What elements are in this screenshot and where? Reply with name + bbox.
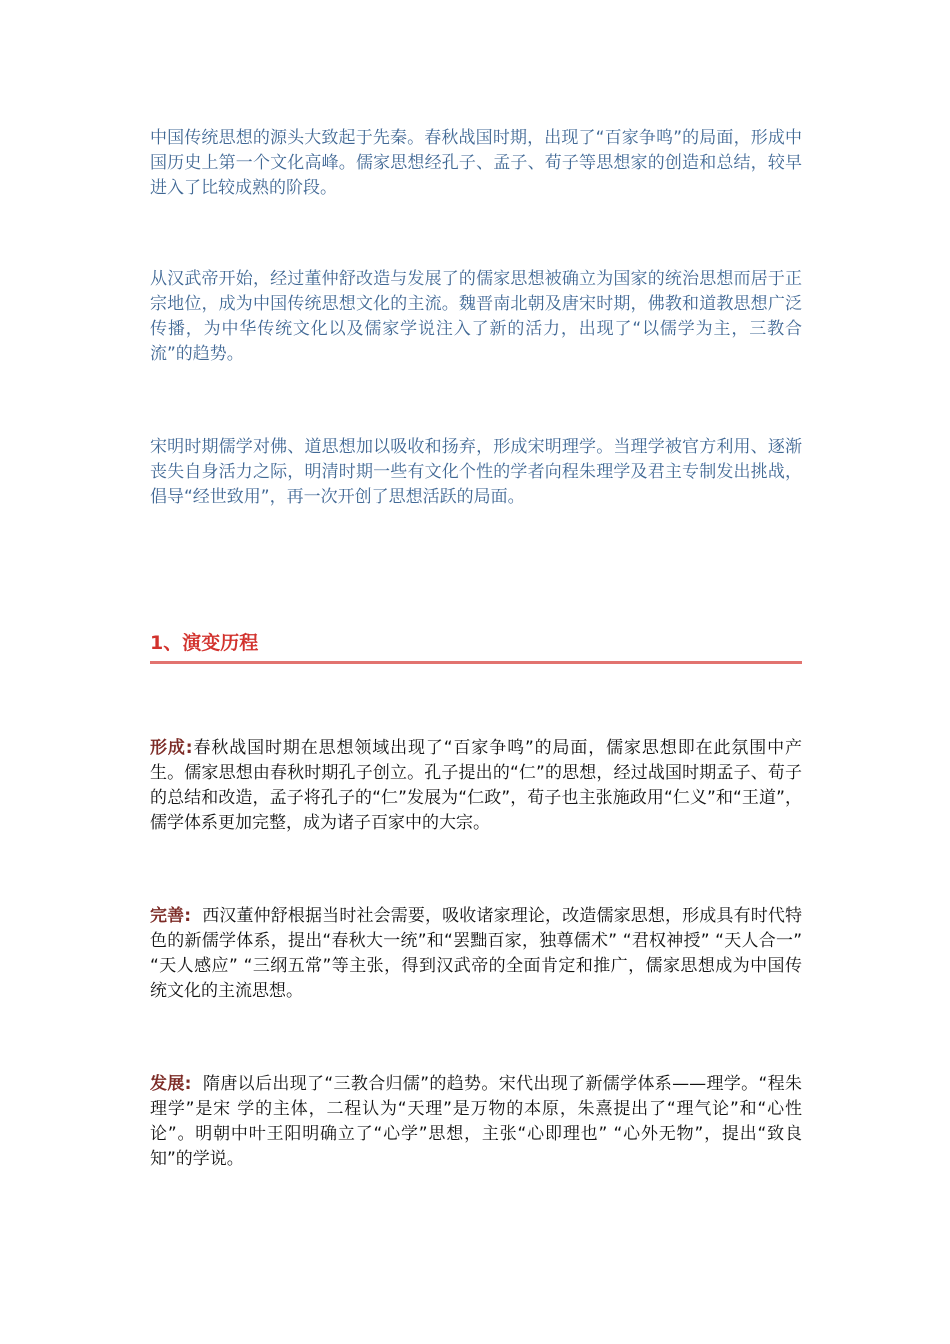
section-title: 1、演变历程 — [150, 632, 259, 654]
stage-label-formation: 形成: — [150, 738, 193, 758]
stage-label-perfection: 完善: — [150, 906, 192, 926]
intro-paragraph-song-ming: 宋明时期儒学对佛、道思想加以吸收和扬弃，形成宋明理学。当理学被官方利用、逐渐丧失自身活力之际，明清时期一些有文化个性的学者向程朱理学及君主专制发出挑战，倡导“经世致用”，再一次开创了思想活跃的局面。 — [150, 437, 802, 507]
stage-label-development: 发展: — [150, 1074, 192, 1094]
stage-text-development: 隋唐以后出现了“三教合归儒”的趋势。宋代出现了新儒学体系——理学。“程朱理学”是宋 学的主体，二程认为“天理”是万物的本原，朱熹提出了“理气论”和“心性论”。明朝中叶王阳明确立了“心学”思想，主张“心即理也” “心外无物”，提出“致良知”的学说。 — [150, 1074, 802, 1169]
section-title-rule — [150, 661, 802, 664]
intro-paragraph-origin: 中国传统思想的源头大致起于先秦。春秋战国时期，出现了“百家争鸣”的局面，形成中国历史上第一个文化高峰。儒家思想经孔子、孟子、荀子等思想家的创造和总结，较早进入了比较成熟的阶段。 — [150, 128, 802, 198]
stage-paragraph-formation — [150, 736, 802, 836]
intro-paragraph-han-dynasty: 从汉武帝开始，经过董仲舒改造与发展了的儒家思想被确立为国家的统治思想而居于正宗地位，成为中国传统思想文化的主流。魏晋南北朝及唐宋时期，佛教和道教思想广泛传播，为中华传统文化以及儒家学说注入了新的活力，出现了“以儒学为主，三教合流”的趋势。 — [150, 269, 802, 364]
stage-paragraph-development — [150, 1072, 802, 1172]
document-page — [150, 0, 802, 1344]
stage-paragraph-perfection — [150, 904, 802, 1004]
stage-text-formation: 春秋战国时期在思想领域出现了“百家争鸣”的局面，儒家思想即在此氛围中产生。儒家思想由春秋时期孔子创立。孔子提出的“仁”的思想，经过战国时期孟子、荀子的总结和改造，孟子将孔子的“仁”发展为“仁政”，荀子也主张施政用“仁义”和“王道”，儒学体系更加完整，成为诸子百家中的大宗。 — [150, 738, 802, 833]
stage-text-perfection: 西汉董仲舒根据当时社会需要，吸收诸家理论，改造儒家思想，形成具有时代特色的新儒学体系，提出“春秋大一统”和“罢黜百家，独尊儒术” “君权神授” “天人合一” “天人感应” “三纲五常”等主张，得到汉武帝的全面肯定和推广，儒家思想成为中国传统文化的主流思想。 — [150, 906, 802, 1001]
